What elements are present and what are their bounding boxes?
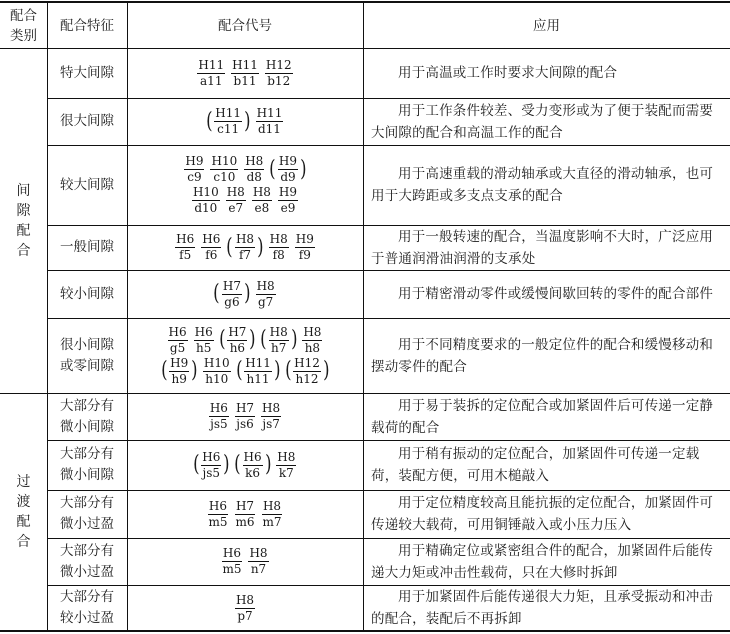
row-divider <box>47 585 730 586</box>
fit-shaft-tolerance: f8 <box>272 248 285 262</box>
fit-code <box>262 500 283 529</box>
preferred-fit-parentheses <box>225 233 264 262</box>
fit-hole-tolerance: H9 <box>278 154 298 168</box>
fit-code-line <box>189 186 301 215</box>
fit-code <box>252 186 272 215</box>
fit-hole-tolerance: H9 <box>295 232 314 246</box>
row-feature: 很大间隙 <box>60 113 114 129</box>
fit-shaft-tolerance: e8 <box>254 201 270 215</box>
application-text: 用于高温或工作时要求大间隙的配合 <box>398 65 618 81</box>
fit-code <box>168 326 188 355</box>
fit-code-line <box>218 547 271 576</box>
fit-hole-tolerance: H6 <box>209 401 228 415</box>
fit-hole-tolerance: H11 <box>245 355 271 370</box>
fit-code <box>175 233 195 262</box>
preferred-fit-parentheses <box>205 107 252 136</box>
fit-shaft-tolerance: a11 <box>200 73 223 88</box>
fit-shaft-tolerance: f6 <box>205 248 218 262</box>
fit-shaft-tolerance: f9 <box>298 248 311 262</box>
fit-hole-tolerance: H7 <box>235 498 255 513</box>
fit-shaft-tolerance: h11 <box>246 371 270 386</box>
fit-code-line <box>159 357 332 386</box>
row-divider <box>47 318 730 319</box>
application-text: 用于稍有振动的定位配合，加紧固件可传递一定载荷，装配方便，可用木槌敲入 <box>371 446 700 484</box>
table-border-rule <box>0 630 730 632</box>
row-fit-codes <box>127 440 363 490</box>
category-clearance: 间 隙 配 合 <box>16 182 31 259</box>
fit-shaft-tolerance: d8 <box>246 170 262 184</box>
row-divider <box>47 145 730 146</box>
fit-code <box>244 357 272 386</box>
fit-shaft-tolerance: k6 <box>245 465 261 480</box>
fit-code <box>269 326 289 355</box>
fit-hole-tolerance: H9 <box>278 185 298 199</box>
fit-shaft-tolerance: d11 <box>257 122 281 136</box>
fit-shaft-tolerance: f5 <box>179 248 192 262</box>
row-fit-codes <box>127 48 363 98</box>
fit-code <box>293 357 321 386</box>
preferred-fit-parentheses <box>218 326 257 355</box>
row-fit-codes <box>127 393 363 440</box>
left-paren-glyph: ( <box>213 281 220 306</box>
fit-code <box>269 233 289 262</box>
fit-hole-tolerance: H8 <box>256 278 275 293</box>
fit-shaft-tolerance: d10 <box>194 201 218 215</box>
fit-hole-tolerance: H8 <box>303 324 322 339</box>
fit-code <box>192 186 220 215</box>
fit-code <box>210 155 238 184</box>
row-application <box>363 490 730 538</box>
preferred-fit-parentheses <box>284 357 331 386</box>
fit-code <box>197 59 225 88</box>
column-divider <box>47 2 48 631</box>
fit-shaft-tolerance: h6 <box>229 340 246 355</box>
fit-code <box>203 357 231 386</box>
preferred-fit-parentheses <box>212 280 251 309</box>
fit-code <box>278 186 298 215</box>
fit-shaft-tolerance: c9 <box>187 170 202 184</box>
fit-hole-tolerance: H9 <box>185 154 204 168</box>
row-fit-codes <box>127 585 363 631</box>
row-feature: 大部分有 微小间隙 <box>60 446 114 483</box>
fit-code <box>235 594 255 623</box>
category-transition: 过 渡 配 合 <box>16 474 31 550</box>
fit-code <box>256 280 276 309</box>
fit-hole-tolerance: H6 <box>168 324 187 339</box>
fit-hole-tolerance: H8 <box>277 449 296 464</box>
fit-shaft-tolerance: k7 <box>278 465 294 480</box>
right-paren-glyph: ) <box>244 108 251 134</box>
fit-code <box>244 155 264 184</box>
fit-hole-tolerance: H6 <box>202 232 221 246</box>
row-application <box>363 318 730 393</box>
fit-hole-tolerance: H8 <box>235 592 255 607</box>
left-paren-glyph: ( <box>226 234 233 260</box>
fit-hole-tolerance: H11 <box>256 106 283 120</box>
fit-code <box>227 326 247 355</box>
fit-shaft-tolerance: h12 <box>295 371 319 386</box>
row-feature: 特大间隙 <box>60 64 114 81</box>
row-divider <box>47 538 730 539</box>
row-divider <box>0 393 730 394</box>
fit-code <box>243 451 263 480</box>
left-paren-glyph: ( <box>205 108 213 134</box>
row-feature: 较小间隙 <box>60 285 114 302</box>
fit-code <box>194 326 214 355</box>
fit-code <box>295 233 315 262</box>
fit-shaft-tolerance: js7 <box>262 417 280 431</box>
fit-code <box>169 357 189 386</box>
header-application: 应用 <box>533 17 560 34</box>
right-paren-glyph: ) <box>223 452 230 477</box>
fit-shaft-tolerance: c10 <box>213 170 236 184</box>
row-feature: 较大间隙 <box>60 176 114 193</box>
fit-hole-tolerance: H8 <box>262 401 281 415</box>
fit-shaft-tolerance: h10 <box>205 371 229 386</box>
fit-shaft-tolerance: n7 <box>250 562 267 576</box>
right-paren-glyph: ) <box>300 156 307 182</box>
application-text: 用于精密滑动零件或缓慢间歇回转的零件的配合部件 <box>398 286 714 302</box>
fit-shaft-tolerance: m6 <box>235 514 255 529</box>
left-paren-glyph: ( <box>218 327 226 352</box>
row-divider <box>47 270 730 271</box>
row-fit-codes <box>127 270 363 318</box>
row-feature: 大部分有 微小间隙 <box>60 397 114 435</box>
fit-code-line <box>204 107 287 136</box>
fit-hole-tolerance: H6 <box>208 498 228 513</box>
application-text: 用于定位精度较高且能抗振的定位配合，加紧固件可传递较大载荷，可用铜锤敲入或小压力压入 <box>371 495 714 533</box>
fit-hole-tolerance: H10 <box>192 185 219 199</box>
left-paren-glyph: ( <box>235 358 243 383</box>
fit-shaft-tolerance: g5 <box>169 340 186 355</box>
fit-code <box>201 233 221 262</box>
right-paren-glyph: ) <box>249 327 256 352</box>
fit-hole-tolerance: H8 <box>249 546 268 560</box>
fit-hole-tolerance: H8 <box>262 498 282 513</box>
application-text: 用于工作条件较差、受力变形或为了便于装配而需要大间隙的配合和高温工作的配合 <box>371 102 714 141</box>
row-application <box>363 393 730 440</box>
preferred-fit-parentheses <box>268 155 307 184</box>
row-fit-codes <box>127 490 363 538</box>
fit-code <box>235 233 255 262</box>
header-feature: 配合特征 <box>60 17 114 34</box>
fit-code <box>214 107 242 136</box>
fit-hole-tolerance: H9 <box>170 355 189 370</box>
right-paren-glyph: ) <box>273 358 281 383</box>
fit-code <box>248 547 268 576</box>
fit-shaft-tolerance: js5 <box>210 417 228 431</box>
row-feature: 大部分有 较小过盈 <box>60 589 114 626</box>
header-category: 配合 类别 <box>10 7 37 44</box>
fit-hole-tolerance: H6 <box>194 324 213 339</box>
fit-shaft-tolerance: m5 <box>222 562 242 576</box>
row-fit-codes <box>127 225 363 270</box>
fit-shaft-tolerance: js5 <box>202 465 221 480</box>
fit-shaft-tolerance: h9 <box>171 371 187 386</box>
left-paren-glyph: ( <box>260 327 267 352</box>
right-paren-glyph: ) <box>322 358 330 383</box>
fit-shaft-tolerance: js6 <box>236 417 254 431</box>
fit-shaft-tolerance: m5 <box>208 514 228 529</box>
fit-code <box>235 402 255 431</box>
fit-hole-tolerance: H10 <box>203 355 230 370</box>
fit-shaft-tolerance: m7 <box>262 514 282 529</box>
row-fit-codes <box>127 98 363 145</box>
row-application <box>363 538 730 585</box>
fit-code <box>276 451 296 480</box>
column-divider <box>127 2 128 631</box>
fit-shaft-tolerance: g7 <box>257 294 274 309</box>
row-feature: 一般间隙 <box>60 239 114 255</box>
row-application <box>363 440 730 490</box>
row-feature: 很小间隙 或零间隙 <box>60 336 114 374</box>
row-fit-codes <box>127 538 363 585</box>
fit-hole-tolerance: H12 <box>294 355 320 370</box>
fit-shaft-tolerance: d9 <box>280 170 296 184</box>
fit-code <box>226 186 246 215</box>
fit-shaft-tolerance: b12 <box>267 73 291 88</box>
left-paren-glyph: ( <box>234 452 241 477</box>
header-codes: 配合代号 <box>218 17 272 34</box>
row-divider <box>47 225 730 226</box>
row-application <box>363 48 730 98</box>
left-paren-glyph: ( <box>284 358 292 383</box>
fit-shaft-tolerance: p7 <box>237 608 253 623</box>
fit-code-line <box>194 59 295 88</box>
fit-code-line <box>181 155 308 184</box>
fit-hole-tolerance: H6 <box>176 232 195 246</box>
application-text: 用于高速重载的滑动轴承或大直径的滑动轴承，也可用于大跨距或多支点支承的配合 <box>371 166 714 204</box>
fit-hole-tolerance: H8 <box>226 185 245 199</box>
fit-code <box>231 59 259 88</box>
fit-code-line <box>191 451 300 480</box>
application-text: 用于易于装拆的定位配合或加紧固件后可传递一定静载荷的配合 <box>371 397 714 436</box>
row-application <box>363 98 730 145</box>
fit-code-line <box>172 233 318 262</box>
application-text: 用于精确定位或紧密组合件的配合，加紧固件后能传递大力矩或冲击性载荷，只在大修时拆卸 <box>371 542 714 581</box>
fit-code <box>209 402 229 431</box>
fit-hole-tolerance: H7 <box>222 278 241 293</box>
fit-code-line <box>211 280 278 309</box>
right-paren-glyph: ) <box>244 281 251 306</box>
fit-code <box>234 500 255 529</box>
row-application <box>363 270 730 318</box>
fit-code-line <box>165 326 326 355</box>
preferred-fit-parentheses <box>233 451 272 480</box>
fit-hole-tolerance: H12 <box>265 57 292 72</box>
fit-shaft-tolerance: h8 <box>304 340 321 355</box>
row-divider <box>47 490 730 491</box>
fit-code <box>184 155 204 184</box>
fit-shaft-tolerance: g6 <box>224 294 240 309</box>
fit-code <box>256 107 284 136</box>
fit-code <box>207 500 228 529</box>
fit-code <box>221 547 242 576</box>
fit-shaft-tolerance: h7 <box>271 340 287 355</box>
table-border-rule <box>0 1 730 3</box>
preferred-fit-parentheses <box>160 357 199 386</box>
right-paren-glyph: ) <box>191 358 198 383</box>
fit-code <box>261 402 281 431</box>
left-paren-glyph: ( <box>192 452 200 477</box>
fit-hole-tolerance: H8 <box>269 232 288 246</box>
fit-shaft-tolerance: e7 <box>228 201 244 215</box>
application-text: 用于不同精度要求的一般定位件的配合和缓慢移动和摆动零件的配合 <box>371 336 714 375</box>
fit-code <box>265 59 293 88</box>
row-feature: 大部分有 微小过盈 <box>60 542 114 580</box>
left-paren-glyph: ( <box>160 358 168 383</box>
fit-hole-tolerance: H6 <box>243 449 262 464</box>
preferred-fit-parentheses <box>192 451 231 480</box>
fit-code-line <box>206 402 284 431</box>
row-application <box>363 585 730 631</box>
header-divider <box>0 48 730 49</box>
fit-hole-tolerance: H11 <box>232 57 258 72</box>
row-divider <box>47 440 730 441</box>
fit-hole-tolerance: H11 <box>215 106 241 120</box>
fit-hole-tolerance: H8 <box>245 154 264 168</box>
fit-code-line <box>204 500 285 529</box>
right-paren-glyph: ) <box>290 327 298 352</box>
row-application <box>363 225 730 270</box>
preferred-fit-parentheses <box>259 326 298 355</box>
fit-hole-tolerance: H7 <box>235 401 255 415</box>
fit-hole-tolerance: H6 <box>202 449 221 464</box>
right-paren-glyph: ) <box>257 234 264 260</box>
fit-hole-tolerance: H10 <box>211 154 238 168</box>
fit-code-line <box>232 594 258 623</box>
application-text: 用于一般转速的配合，当温度影响不大时，广泛应用于普通润滑油润滑的支承处 <box>371 228 714 267</box>
fit-code <box>278 155 298 184</box>
row-application <box>363 145 730 225</box>
row-fit-codes <box>127 318 363 393</box>
fit-hole-tolerance: H6 <box>222 546 241 560</box>
fit-hole-tolerance: H11 <box>198 57 225 72</box>
fit-code <box>302 326 322 355</box>
fit-code <box>222 280 242 309</box>
row-divider <box>47 98 730 99</box>
fit-hole-tolerance: H8 <box>269 324 288 339</box>
fit-shaft-tolerance: c11 <box>217 122 240 136</box>
application-text: 用于加紧固件后能传递很大力矩，且承受振动和冲击的配合，装配后不再拆卸 <box>371 589 714 627</box>
right-paren-glyph: ) <box>264 452 272 477</box>
row-feature: 大部分有 微小过盈 <box>60 495 114 532</box>
fit-shaft-tolerance: b11 <box>233 73 257 88</box>
fit-hole-tolerance: H8 <box>252 185 271 199</box>
left-paren-glyph: ( <box>269 156 276 182</box>
fit-hole-tolerance: H7 <box>228 324 247 339</box>
fit-code <box>201 451 221 480</box>
fit-hole-tolerance: H8 <box>235 232 255 246</box>
preferred-fit-parentheses <box>235 357 282 386</box>
fit-shaft-tolerance: f7 <box>238 248 252 262</box>
row-fit-codes <box>127 145 363 225</box>
fit-shaft-tolerance: h5 <box>196 340 212 355</box>
fit-shaft-tolerance: e9 <box>280 201 296 215</box>
column-divider <box>363 2 364 631</box>
